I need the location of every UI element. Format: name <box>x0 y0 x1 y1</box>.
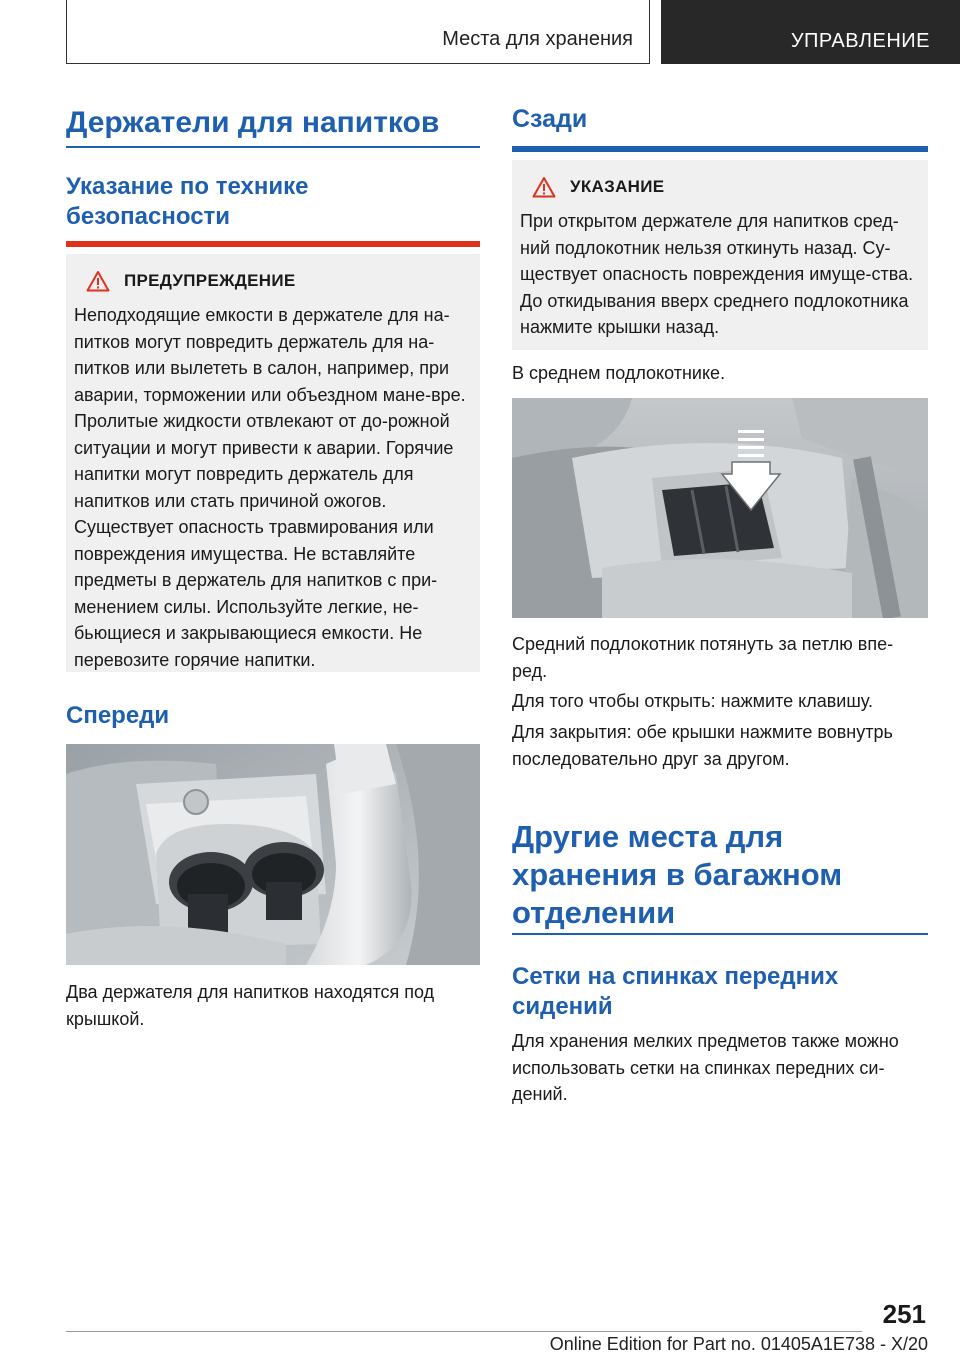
front-caption: Два держателя для напитков находятся под крышкой. <box>66 982 435 1029</box>
rear-step-1: Средний подлокотник потянуть за петлю впе-ред. <box>512 634 894 681</box>
nets-text: Для хранения мелких предметов также можно использовать сетки на спинках передних си-дений. <box>512 1031 899 1104</box>
rear-intro: В среднем подлокотнике. <box>512 363 726 383</box>
warning-label: ПРЕДУПРЕЖДЕНИЕ <box>124 271 296 290</box>
header-chapter-tab <box>661 0 960 64</box>
rear-armrest-photo <box>512 398 928 618</box>
caution-triangle-icon <box>532 176 556 198</box>
header-chapter-title: УПРАВЛЕНИЕ <box>790 30 930 52</box>
caution-label: УКАЗАНИЕ <box>570 177 665 196</box>
rear-step-3: Для закрытия: обе крышки нажмите вовнутрь последовательно друг за другом. <box>512 722 893 769</box>
header-section-tab <box>66 0 650 64</box>
caution-text: При открытом держателе для напитков сред-ний подлокотник нельзя откинуть назад. Су-ществует опасность повреждения имуще-ства. До откидывания вверх среднего подлокотника нажмите крышки назад. <box>520 211 914 337</box>
other-storage-title: Другие места для хранения в багажном отделении <box>512 819 843 930</box>
other-storage-rule <box>512 933 928 935</box>
rear-rule <box>512 146 928 152</box>
title-rule <box>66 146 480 148</box>
safety-rule <box>66 241 480 247</box>
warning-triangle-icon <box>86 270 110 292</box>
footer-edition: Online Edition for Part no. 01405A1E738 - X/20 <box>549 1334 928 1354</box>
header-section-title: Места для хранения <box>442 28 633 50</box>
nets-heading: Сетки на спинках передних сидений <box>512 963 839 1020</box>
page-number: 251 <box>882 1299 926 1329</box>
rear-heading: Сзади <box>512 105 588 133</box>
footer-rule <box>66 1331 862 1332</box>
warning-box <box>66 254 480 672</box>
warning-text: Неподходящие емкости в держателе для на-питков могут повредить держатель для на-питков или вылететь в салон, например, при аварии, торможении или объездном мане-вре. Пролитые жидкости отвлекают от до-рожной ситуации и могут привести к аварии. Горячие напитки могут повредить держатель для напитков или стать причиной ожогов. Существует опасность травмирования или повреждения имущества. Не вставляйте предметы в держатель для напитков с при-менением силы. Используйте легкие, не-бьющиеся и закрывающиеся емкости. Не перевозите горячие напитки. <box>74 305 466 670</box>
safety-heading: Указание по технике безопасности <box>66 173 309 230</box>
cupholders-title: Держатели для напитков <box>66 106 440 139</box>
front-cupholder-photo <box>66 744 480 965</box>
caution-box <box>512 160 928 350</box>
front-heading: Спереди <box>66 702 170 729</box>
rear-step-2: Для того чтобы открыть: нажмите клавишу. <box>512 691 873 711</box>
